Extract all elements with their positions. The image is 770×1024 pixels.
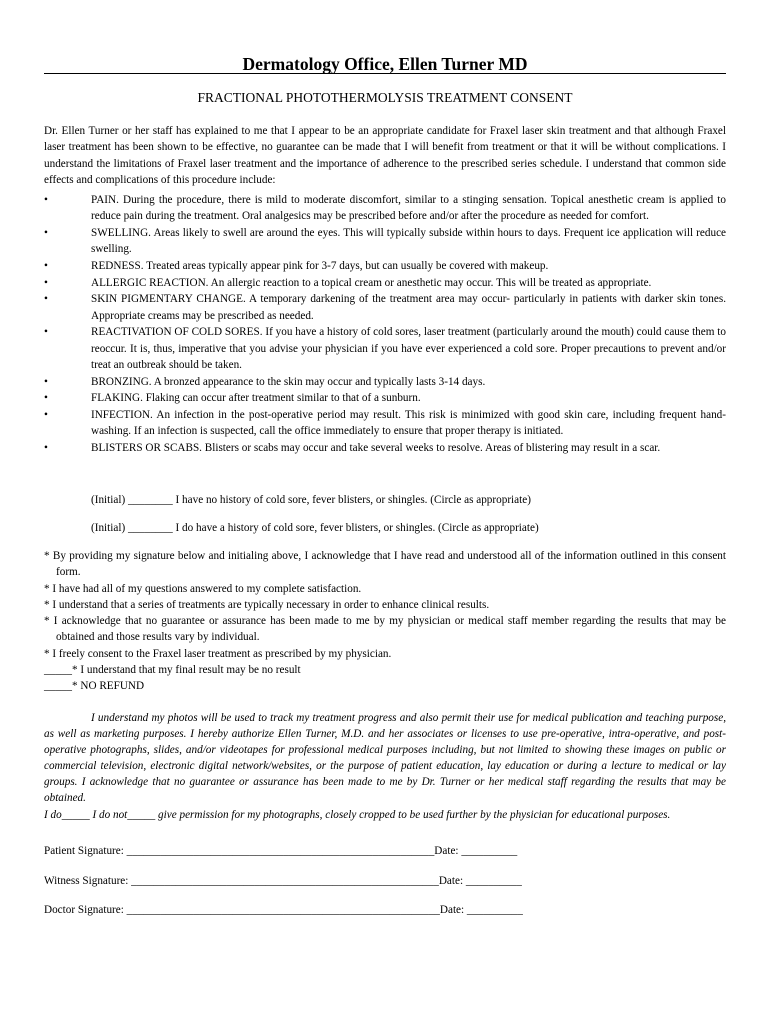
side-effect-item: • PAIN. During the procedure, there is mild to moderate discomfort, similar to a stinging sensation. Topical anesthetic cream is applied to reduce pain during the treatment. Oral analgesics may be prescribed before and/or after the procedure as needed for comfort. — [44, 194, 726, 223]
side-effect-item: • BLISTERS OR SCABS. Blisters or scabs may occur and take several weeks to resolve. Areas of blistering may result in a scar. — [44, 440, 726, 456]
side-effect-item: • SKIN PIGMENTARY CHANGE. A temporary darkening of the treatment area may occur- particularly in patients with darker skin tones. Appropriate creams may be prescribed as needed. — [44, 293, 726, 322]
doctor-signature-line[interactable]: Doctor Signature: ________________________________________________________Date: __________ — [44, 904, 523, 916]
acknowledgement-item: * I acknowledge that no guarantee or assurance has been made to me by my physician or medical staff member regarding the results that may be obtained and those results vary by individual. — [44, 615, 726, 644]
bullet-icon: • — [44, 194, 48, 206]
photo-consent-paragraph: I understand my photos will be used to track my treatment progress and also permit their use for medical publication and teaching purpose, as well as marketing purposes. I hereby authorize Ellen Turner, M.D. and her associates or licenses to use pre-operative, intra-operative, and post-operative photographs, slides, and/or videotapes for professional medical purposes including, but not limited to showing these images on public or commercial television, electronic digital network/websites, or the purpose of patient education, lay education or during a lecture to medical or lay groups. I acknowledge that no guarantee or assurance has been made to me by Dr. Turner or her medical staff regarding the results that may be obtained. — [44, 712, 726, 805]
final-result-initial-line[interactable]: _____* I understand that my final result may be no result — [44, 664, 301, 677]
acknowledgement-item: * I understand that a series of treatments are typically necessary in order to enhance clinical results. — [44, 598, 490, 611]
side-effect-item: • SWELLING. Areas likely to swell are around the eyes. This will typically subside within hours to days. Frequent ice application will reduce swelling. — [44, 227, 726, 256]
intro-paragraph: Dr. Ellen Turner or her staff has explained to me that I appear to be an appropriate candidate for Fraxel laser skin treatment and that although Fraxel laser treatment has been shown to be effective, no guarantee can be made that I will benefit from treatment or that it will be without complications. I understand the limitations of Fraxel laser treatment and the importance of adherence to the prescribed series schedule. I understand that common side effects and complications of this procedure include: — [44, 125, 726, 187]
acknowledgement-item: * I freely consent to the Fraxel laser treatment as prescribed by my physician. — [44, 647, 392, 660]
form-subtitle: FRACTIONAL PHOTOTHERMOLYSIS TREATMENT CONSENT — [197, 90, 573, 105]
side-effects-list — [44, 192, 726, 456]
bullet-icon: • — [44, 260, 48, 272]
bullet-icon: • — [44, 227, 48, 239]
initial-has-history-line[interactable]: (Initial) ________ I do have a history of cold sore, fever blisters, or shingles. (Circle as appropriate) — [91, 522, 539, 534]
bullet-icon: • — [44, 276, 48, 289]
side-effect-item: • FLAKING. Flaking can occur after treatment similar to that of a sunburn. — [44, 390, 726, 406]
title-underline — [44, 73, 726, 74]
acknowledgements-list — [44, 548, 726, 695]
bullet-icon: • — [44, 392, 48, 405]
bullet-icon: • — [44, 375, 48, 388]
bullet-icon: • — [44, 441, 48, 454]
side-effect-item: • BRONZING. A bronzed appearance to the skin may occur and typically lasts 3-14 days. — [44, 374, 726, 390]
bullet-icon: • — [44, 408, 48, 421]
bullet-icon: • — [44, 326, 48, 339]
photo-consent-section — [44, 710, 726, 823]
side-effect-item: • REACTIVATION OF COLD SORES. If you have a history of cold sores, laser treatment (particularly around the mouth) could cause them to reoccur. It is, thus, imperative that you advise your physician if you have ever experienced a cold sore. Proper precautions to prevent and/or treat an outbreak should be taken. — [44, 326, 726, 371]
photo-permission-line[interactable]: I do_____ I do not_____ give permission for my photographs, closely cropped to be used further by the physician for educational purposes. — [44, 808, 671, 821]
no-refund-initial-line[interactable]: _____* NO REFUND — [44, 680, 145, 693]
side-effect-item: • REDNESS. Treated areas typically appear pink for 3-7 days, but can usually be covered with makeup. — [44, 258, 726, 274]
side-effect-item: • INFECTION. An infection in the post-operative period may result. This risk is minimized with good skin care, including frequent hand-washing. If an infection is suspected, call the office immediately to ensure that proper therapy is initiated. — [44, 408, 726, 438]
patient-signature-line[interactable]: Patient Signature: _______________________________________________________Date: __________ — [44, 845, 518, 857]
bullet-icon: • — [44, 293, 48, 306]
witness-signature-line[interactable]: Witness Signature: _______________________________________________________Date: __________ — [44, 875, 522, 887]
initial-no-history-line[interactable]: (Initial) ________ I have no history of cold sore, fever blisters, or shingles. (Circle as appropriate) — [91, 494, 531, 506]
acknowledgement-item: * I have had all of my questions answered to my complete satisfaction. — [44, 582, 362, 595]
page-title: Dermatology Office, Ellen Turner MD — [242, 54, 528, 74]
side-effect-item: • ALLERGIC REACTION. An allergic reaction to a topical cream or anesthetic may occur. This will be treated as appropriate. — [44, 275, 726, 291]
acknowledgement-item: * By providing my signature below and initialing above, I acknowledge that I have read and understood all of the information outlined in this consent form. — [44, 550, 726, 579]
